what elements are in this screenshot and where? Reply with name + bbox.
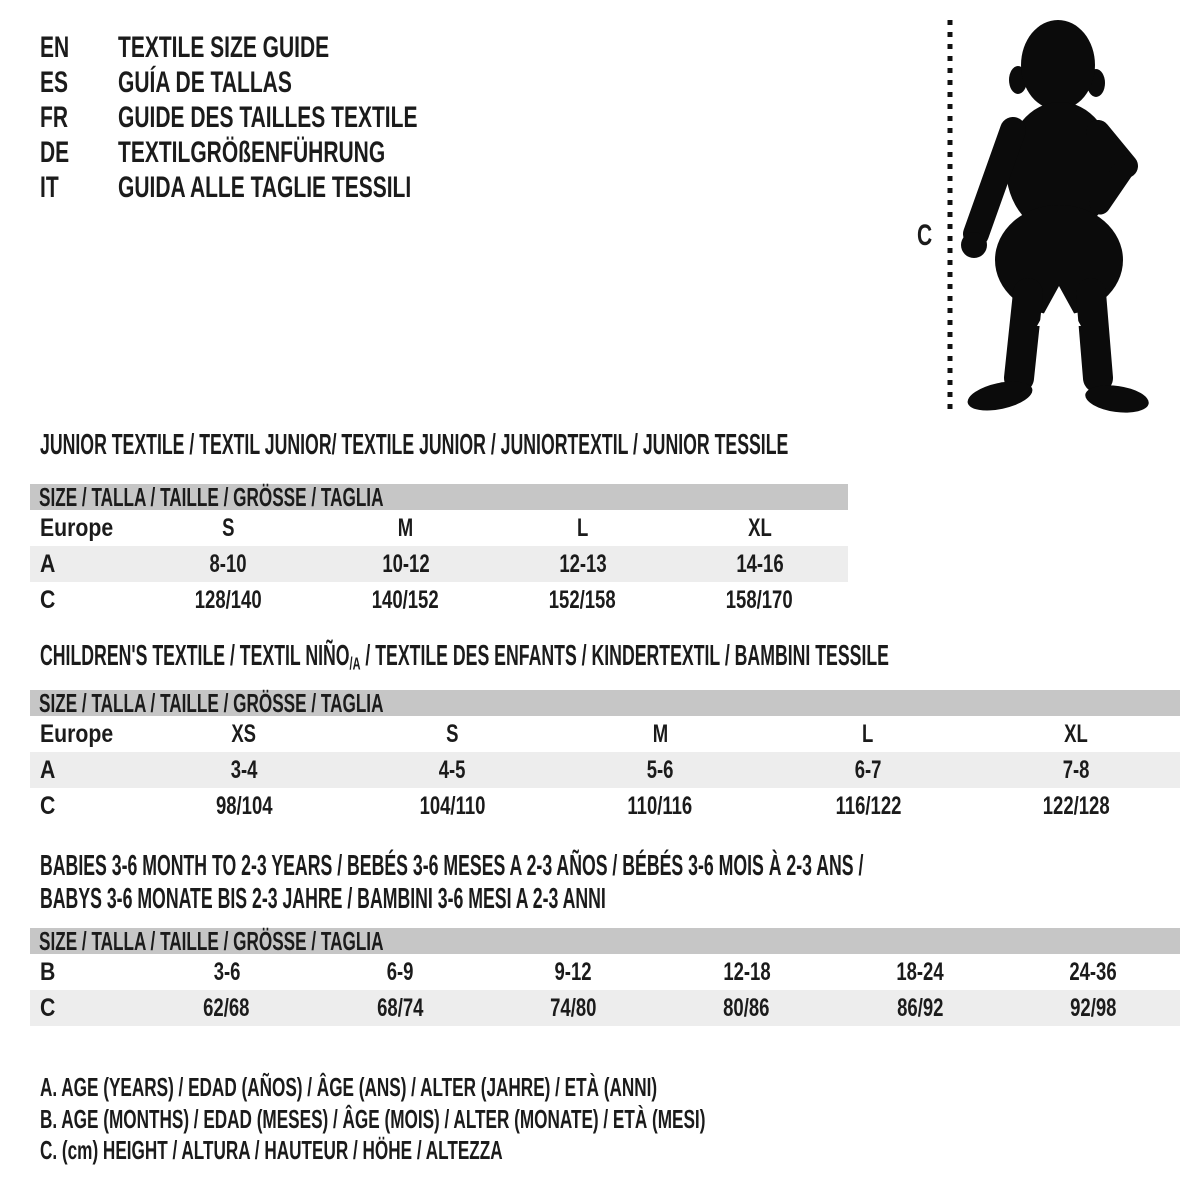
table-cell: 12-13 bbox=[558, 550, 607, 578]
table-cell: 80/86 bbox=[723, 994, 770, 1022]
row-label: C bbox=[40, 586, 56, 614]
section-title-babies-line2: BABYS 3-6 MONATE BIS 2-3 JAHRE / BAMBINI 3-6 MESI A 2-3 ANNI bbox=[40, 883, 606, 915]
table-cell: 68/74 bbox=[376, 994, 424, 1022]
children-title-prefix: CHILDREN'S TEXTILE / TEXTIL NIÑO bbox=[40, 640, 350, 672]
table-cell: 110/116 bbox=[627, 792, 693, 820]
language-title: GUIDA ALLE TAGLIE TESSILI bbox=[118, 171, 412, 204]
table-cell: XS bbox=[231, 720, 257, 748]
table-cell: 140/152 bbox=[372, 586, 439, 614]
table-cell: 62/68 bbox=[203, 994, 250, 1022]
language-title: GUIDE DES TAILLES TEXTILE bbox=[118, 101, 418, 134]
language-code: EN bbox=[40, 31, 70, 64]
legend bbox=[40, 1072, 1048, 1167]
table-cell: 92/98 bbox=[1070, 994, 1117, 1022]
table-row bbox=[30, 990, 1180, 1026]
language-row bbox=[40, 65, 546, 100]
table-cell: 8-10 bbox=[209, 550, 248, 578]
legend-item: A. AGE (YEARS) / EDAD (AÑOS) / ÂGE (ANS) / ALTER (JAHRE) / ETÀ (ANNI) bbox=[40, 1072, 658, 1102]
table-cell: 122/128 bbox=[1042, 792, 1110, 820]
table-cell: 4-5 bbox=[438, 756, 466, 784]
table-cell: 86/92 bbox=[896, 994, 944, 1022]
row-label: B bbox=[40, 958, 56, 986]
language-row bbox=[40, 100, 546, 135]
row-label: C bbox=[40, 792, 56, 820]
language-code: IT bbox=[40, 171, 59, 204]
table-cell: 14-16 bbox=[735, 550, 784, 578]
table-cell: M bbox=[652, 720, 668, 748]
table-row bbox=[30, 752, 1180, 788]
toddler-body bbox=[961, 20, 1150, 416]
table-cell: 5-6 bbox=[646, 756, 674, 784]
legend-item: C. (cm) HEIGHT / ALTURA / HAUTEUR / HÖHE / ALTEZZA bbox=[40, 1135, 503, 1165]
language-title: TEXTILGRÖßENFÜHRUNG bbox=[118, 136, 386, 169]
table-cell: 158/170 bbox=[726, 586, 793, 614]
table-row bbox=[30, 788, 1180, 824]
row-label: C bbox=[40, 994, 56, 1022]
table-cell: 12-18 bbox=[722, 958, 771, 986]
table-row bbox=[30, 546, 848, 582]
table-cell: 7-8 bbox=[1062, 756, 1090, 784]
table-cell: 98/104 bbox=[215, 792, 273, 820]
table-row bbox=[30, 582, 848, 618]
table-row bbox=[30, 716, 1180, 752]
table-cell: 6-7 bbox=[854, 756, 882, 784]
section-title-children bbox=[40, 641, 1200, 678]
table-cell: 6-9 bbox=[386, 958, 414, 986]
table-cell: 10-12 bbox=[381, 550, 430, 578]
language-row bbox=[40, 135, 546, 170]
legend-item: B. AGE (MONTHS) / EDAD (MESES) / ÂGE (MOIS) / ALTER (MONATE) / ETÀ (MESI) bbox=[40, 1103, 706, 1134]
section-title-babies-line1: BABIES 3-6 MONTH TO 2-3 YEARS / BEBÉS 3-6 MESES A 2-3 AÑOS / BÉBÉS 3-6 MOIS À 2-3 ANS / bbox=[40, 850, 864, 882]
children-size-table bbox=[30, 690, 1180, 824]
row-label: Europe bbox=[40, 720, 114, 748]
table-cell: XL bbox=[1064, 720, 1088, 748]
row-label: A bbox=[40, 756, 56, 784]
language-code: DE bbox=[40, 136, 70, 169]
table-cell: 74/80 bbox=[550, 994, 597, 1022]
language-code: FR bbox=[40, 101, 68, 134]
children-title-sub: /A bbox=[349, 653, 361, 674]
table-cell: XL bbox=[747, 514, 772, 542]
section-title-junior: JUNIOR TEXTILE / TEXTIL JUNIOR/ TEXTILE JUNIOR / JUNIORTEXTIL / JUNIOR TESSILE bbox=[40, 429, 789, 461]
table-cell: 3-4 bbox=[230, 756, 258, 784]
table-cell: 9-12 bbox=[554, 958, 592, 986]
table-cell: 18-24 bbox=[896, 958, 944, 986]
table-cell: 152/158 bbox=[549, 586, 616, 614]
language-code: ES bbox=[40, 66, 69, 99]
size-header-band: SIZE / TALLA / TAILLE / GRÖSSE / TAGLIA bbox=[30, 484, 848, 510]
table-cell: 104/110 bbox=[419, 792, 485, 820]
language-title: GUÍA DE TALLAS bbox=[118, 66, 292, 99]
table-cell: 24-36 bbox=[1069, 958, 1117, 986]
table-cell: 3-6 bbox=[213, 958, 241, 986]
table-cell: S bbox=[222, 514, 235, 542]
height-figure bbox=[915, 8, 1185, 420]
table-cell: 128/140 bbox=[195, 586, 262, 614]
table-cell: M bbox=[397, 514, 414, 542]
toddler-silhouette-icon bbox=[940, 8, 1180, 418]
table-cell: L bbox=[862, 720, 874, 748]
size-header-band: SIZE / TALLA / TAILLE / GRÖSSE / TAGLIA bbox=[30, 928, 1180, 954]
language-row bbox=[40, 170, 546, 205]
table-cell: 116/122 bbox=[835, 792, 901, 820]
children-title-suffix: / TEXTILE DES ENFANTS / KINDERTEXTIL / BAMBINI TESSILE bbox=[360, 640, 889, 672]
language-row bbox=[40, 30, 546, 65]
table-row bbox=[30, 954, 1180, 990]
height-measure-label: C bbox=[917, 219, 933, 252]
table-cell: L bbox=[576, 514, 589, 542]
size-header-band: SIZE / TALLA / TAILLE / GRÖSSE / TAGLIA bbox=[30, 690, 1180, 716]
language-list bbox=[40, 30, 546, 205]
language-title: TEXTILE SIZE GUIDE bbox=[118, 31, 330, 64]
row-label: Europe bbox=[40, 514, 114, 542]
junior-size-table bbox=[30, 484, 848, 618]
table-row bbox=[30, 510, 848, 546]
table-cell: S bbox=[445, 720, 459, 748]
row-label: A bbox=[40, 550, 56, 578]
babies-size-table bbox=[30, 928, 1180, 1026]
